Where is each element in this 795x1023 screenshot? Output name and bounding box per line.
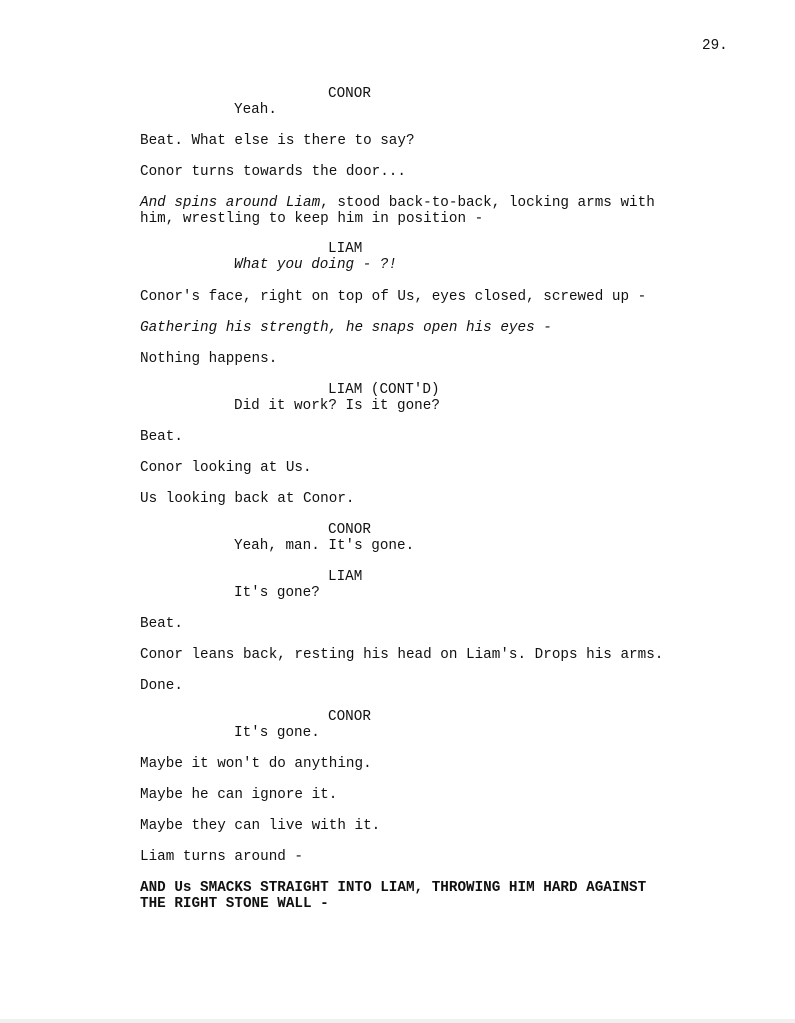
dialogue-line: Did it work? Is it gone? [234,398,440,414]
character-cue: CONOR [328,709,371,725]
action-line: Liam turns around - [140,849,304,865]
action-line: Maybe he can ignore it. [140,787,338,803]
action-line: Conor leans back, resting his head on Liam's. Drops his arms. [140,647,664,663]
action-line: him, wrestling to keep him in position - [140,211,484,227]
character-cue: LIAM (CONT'D) [328,382,440,398]
action-line: Beat. What else is there to say? [140,133,415,149]
action-line: Nothing happens. [140,351,278,367]
action-line: Us looking back at Conor. [140,491,355,507]
dialogue-line: Yeah. [234,102,277,118]
action-line: Conor looking at Us. [140,460,312,476]
dialogue-line: It's gone? [234,585,320,601]
action-line: Gathering his strength, he snaps open his eyes - [140,320,552,336]
action-line: AND Us SMACKS STRAIGHT INTO LIAM, THROWING HIM HARD AGAINST [140,880,647,896]
dialogue-line: Yeah, man. It's gone. [234,538,415,554]
action-line: Beat. [140,429,183,445]
page-bottom-edge [0,1019,795,1023]
dialogue-line: What you doing - ?! [234,257,398,273]
dialogue-line: It's gone. [234,725,320,741]
page-number: 29. [702,38,728,54]
action-line: Maybe it won't do anything. [140,756,372,772]
action-text: , stood back-to-back, locking arms with [320,195,655,211]
character-cue: LIAM [328,569,363,585]
action-line: Beat. [140,616,183,632]
character-cue: CONOR [328,86,371,102]
action-line: Conor's face, right on top of Us, eyes closed, screwed up - [140,289,647,305]
action-line: Maybe they can live with it. [140,818,381,834]
action-line: THE RIGHT STONE WALL - [140,896,329,912]
action-line: Conor turns towards the door... [140,164,406,180]
character-cue: CONOR [328,522,371,538]
action-line [140,195,655,211]
action-emphasis: And spins around Liam [140,195,321,211]
action-line: Done. [140,678,183,694]
character-cue: LIAM [328,241,363,257]
